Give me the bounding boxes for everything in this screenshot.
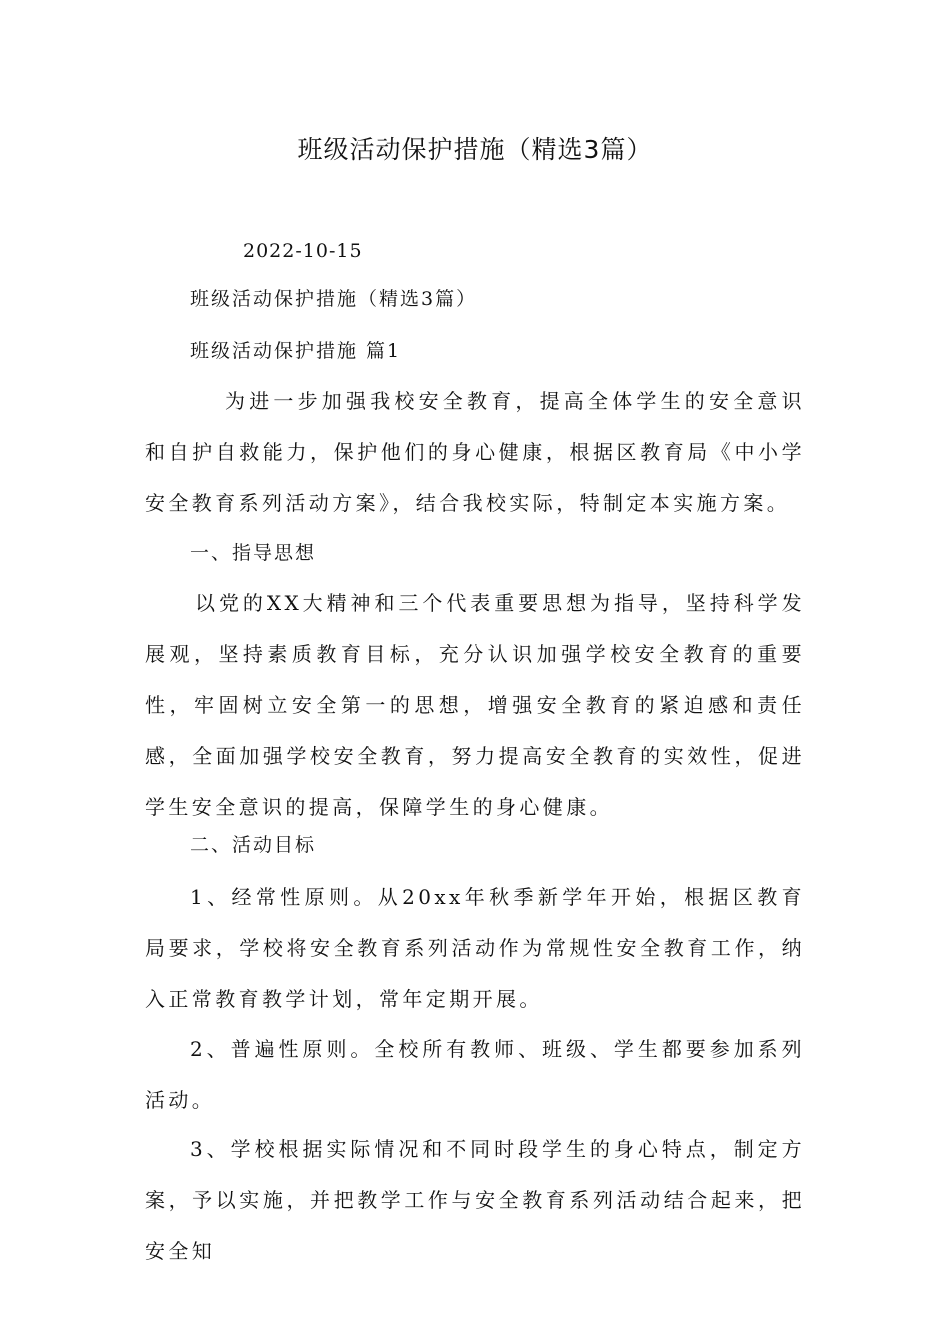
principle-item-2: 2、普遍性原则。全校所有教师、班级、学生都要参加系列活动。: [145, 1037, 805, 1112]
section-heading-guiding-thought: 一、指导思想: [190, 542, 317, 564]
document-subtitle: 班级活动保护措施（精选3篇）: [190, 288, 478, 310]
part-heading: 班级活动保护措施 篇1: [190, 340, 402, 362]
document-title: 班级活动保护措施（精选3篇）: [297, 135, 653, 164]
principle-item-3: 3、学校根据实际情况和不同时段学生的身心特点，制定方案，予以实施，并把教学工作与安全教育系列活动结合起来，把安全知: [145, 1137, 805, 1263]
intro-paragraph: 为进一步加强我校安全教育，提高全体学生的安全意识和自护自救能力，保护他们的身心健康，根据区教育局《中小学安全教育系列活动方案》，结合我校实际，特制定本实施方案。: [145, 389, 805, 515]
principle-item-1: 1、经常性原则。从20xx年秋季新学年开始，根据区教育局要求，学校将安全教育系列活动作为常规性安全教育工作，纳入正常教育教学计划，常年定期开展。: [145, 885, 805, 1011]
section-heading-activity-goals: 二、活动目标: [190, 834, 317, 856]
document-date: 2022-10-15: [243, 240, 363, 262]
guiding-thought-paragraph: 以党的XX大精神和三个代表重要思想为指导，坚持科学发展观，坚持素质教育目标，充分认识加强学校安全教育的重要性，牢固树立安全第一的思想，增强安全教育的紧迫感和责任感，全面加强学校安全教育，努力提高安全教育的实效性，促进学生安全意识的提高，保障学生的身心健康。: [145, 591, 805, 819]
